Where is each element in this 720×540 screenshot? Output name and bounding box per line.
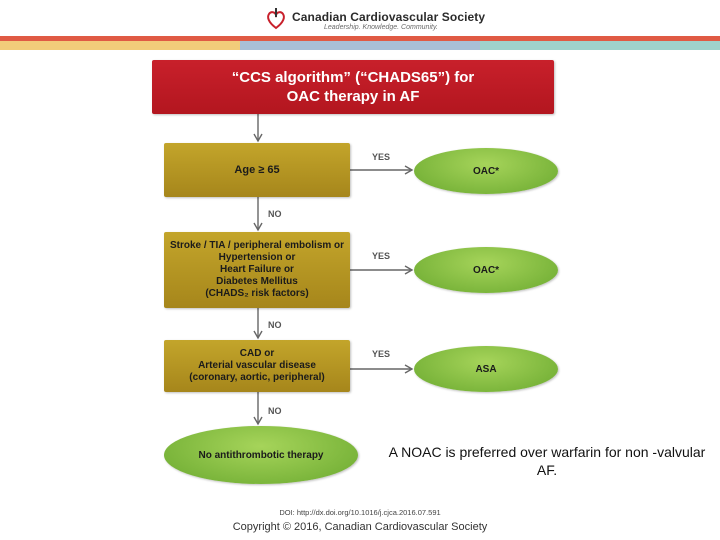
outcome-no-antithrombotic: No antithrombotic therapy bbox=[164, 426, 358, 484]
algorithm-title-box: “CCS algorithm” (“CHADS65”) for OAC therapy in AF bbox=[152, 60, 554, 114]
noac-note: A NOAC is preferred over warfarin for non -valvular AF. bbox=[388, 444, 706, 478]
organization-tagline: Leadership. Knowledge. Community. bbox=[324, 24, 438, 31]
doi-text: DOI: http://dx.doi.org/10.1016/j.cjca.2016.07.591 bbox=[279, 508, 441, 517]
no-label-age: NO bbox=[268, 209, 282, 219]
outcome-asa: ASA bbox=[414, 346, 558, 392]
no-label-chads: NO bbox=[268, 320, 282, 330]
outcome-oac-1: OAC* bbox=[414, 148, 558, 194]
outcome-oac-2: OAC* bbox=[414, 247, 558, 293]
decision-chads-box: Stroke / TIA / peripheral embolism or Hypertension or Heart Failure or Diabetes Mellitus (CHADS₂ risk factors) bbox=[164, 232, 350, 308]
copyright-text: Copyright © 2016, Canadian Cardiovascular Society bbox=[232, 521, 488, 533]
decision-cad-box: CAD or Arterial vascular disease (coronary, aortic, peripheral) bbox=[164, 340, 350, 392]
organization-name: Canadian Cardiovascular Society bbox=[292, 10, 486, 24]
no-label-cad: NO bbox=[268, 406, 282, 416]
yes-label-age: YES bbox=[372, 152, 391, 162]
decision-age-box: Age ≥ 65 bbox=[164, 143, 350, 197]
yes-label-chads: YES bbox=[372, 251, 391, 261]
yes-label-cad: YES bbox=[372, 349, 391, 359]
